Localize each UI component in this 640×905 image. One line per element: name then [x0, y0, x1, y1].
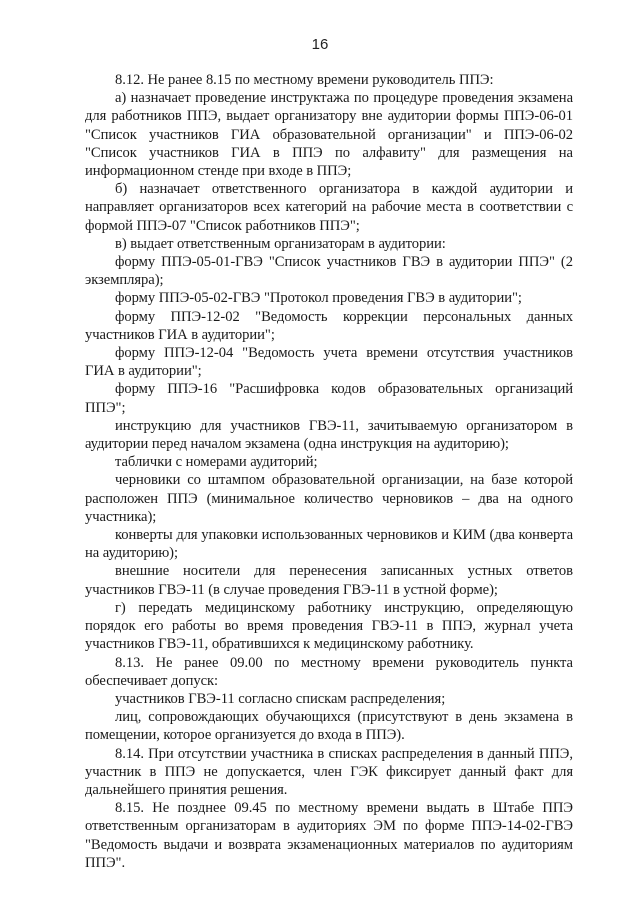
list-item-participants: участников ГВЭ-11 согласно спискам распределения; — [115, 690, 446, 707]
list-item-drafts: черновики со штампом образовательной организации, на базе которой расположен ППЭ (минимальное количество черновиков – два на одного участника); — [85, 472, 573, 525]
paragraph-8-13: 8.13. Не ранее 09.00 по местному времени руководитель пункта обеспечивает допуск: — [85, 654, 573, 689]
list-item-instruction: инструкцию для участников ГВЭ-11, зачитываемую организатором в аудитории перед началом экзамена (одна инструкция на аудиторию); — [85, 417, 573, 453]
page-number: 16 — [311, 36, 329, 53]
list-item-envelopes: конверты для упаковки использованных черновиков и КИМ (два конверта на аудиторию); — [85, 527, 573, 562]
paragraph-item-g: г) передать медицинскому работнику инструкцию, определяющую порядок его работы во время проведения ГВЭ-11 в ППЭ, журнал учета участников ГВЭ-11, обратившихся к медицинскому работнику. — [85, 599, 573, 653]
list-item-accompanying: лиц, сопровождающих обучающихся (присутствуют в день экзамена в помещении, которое организуется до входа в ППЭ). — [85, 709, 573, 744]
list-item-form-05-02: форму ППЭ-05-02-ГВЭ "Протокол проведения ГВЭ в аудитории"; — [115, 290, 522, 307]
list-item-external-media: внешние носители для перенесения записанных устных ответов участников ГВЭ-11 (в случае проведения ГВЭ-11 в устной форме); — [85, 563, 573, 598]
paragraph-8-12: 8.12. Не ранее 8.15 по местному времени руководитель ППЭ: — [115, 72, 494, 88]
paragraph-8-14: 8.14. При отсутствии участника в списках распределения в данный ППЭ, участник в ППЭ не допускается, член ГЭК фиксирует данный факт для дальнейшего принятия решения. — [85, 745, 573, 798]
paragraph-8-15: 8.15. Не позднее 09.45 по местному времени выдать в Штабе ППЭ ответственным организаторам в аудиториях ЭМ по форме ППЭ-14-02-ГВЭ "Ведомость выдачи и возврата экзаменационных материалов по аудиториям ППЭ". — [85, 800, 573, 871]
list-item-form-05-01: форму ППЭ-05-01-ГВЭ "Список участников ГВЭ в аудитории ППЭ" (2 экземпляра); — [85, 254, 573, 289]
list-item-form-12-02: форму ППЭ-12-02 "Ведомость коррекции персональных данных участников ГИА в аудитории"; — [85, 308, 573, 343]
list-item-form-12-04: форму ППЭ-12-04 "Ведомость учета времени отсутствия участников ГИА в аудитории"; — [85, 345, 573, 380]
list-item-form-16: форму ППЭ-16 "Расшифровка кодов образовательных организаций ППЭ"; — [85, 381, 573, 416]
paragraph-item-a: а) назначает проведение инструктажа по процедуре проведения экзамена для работников ППЭ, выдает организатору вне аудитории формы ППЭ-06-01 "Список участников ГИА образовательной организации" и ППЭ-06-02 "Список участников ГИА в ППЭ по алфавиту" для размещения на информационном стенде при входе в ППЭ; — [85, 90, 573, 180]
document-body — [85, 71, 573, 872]
paragraph-item-b: б) назначает ответственного организатора в каждой аудитории и направляет организаторов всех категорий на рабочие места в соответствии с формой ППЭ-07 "Список работников ППЭ"; — [85, 181, 573, 234]
list-item-room-signs: таблички с номерами аудиторий; — [115, 454, 318, 471]
paragraph-item-v: в) выдает ответственным организаторам в аудитории: — [115, 235, 446, 252]
